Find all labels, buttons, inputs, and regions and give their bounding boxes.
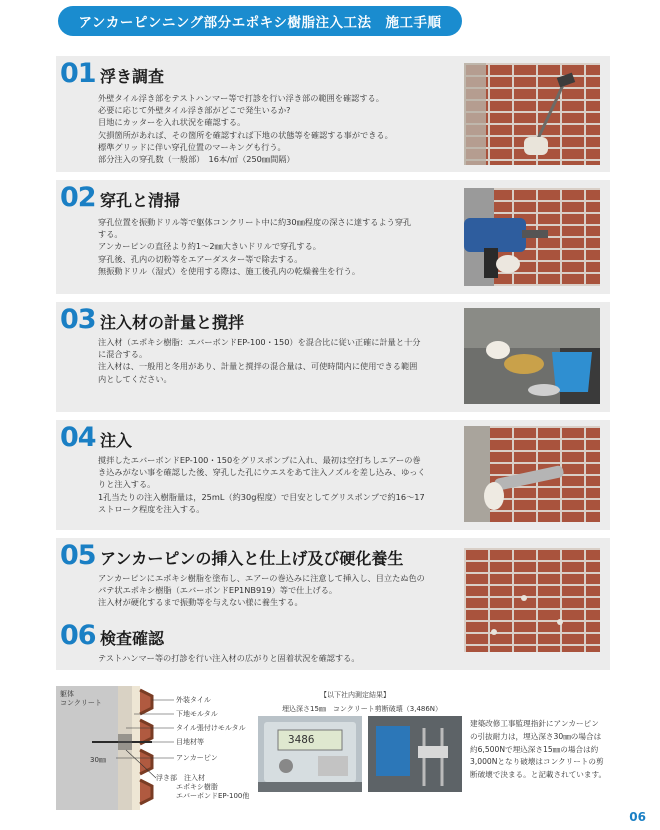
step-card-03 (56, 302, 610, 412)
step-description (98, 652, 462, 664)
test-rig-icon (368, 716, 462, 792)
step-number: 06 (60, 620, 96, 651)
step-text-line: 注入材が硬化するまで振動等を与えない様に養生する。 (98, 597, 303, 608)
hammer-icon (464, 63, 600, 165)
step-text-line: き込みがない事を確認した後、穿孔した孔にウエスをあて注入ノズルを差し込み、ゆっく (98, 467, 426, 478)
label-tile: 外装タイル (176, 696, 211, 704)
grease-pump-icon (464, 426, 600, 522)
label-anchor-pin: アンカーピン (176, 754, 218, 762)
step-card-05-06 (56, 538, 610, 670)
step-title: アンカーピンの挿入と仕上げ及び硬化養生 (100, 549, 404, 568)
step-text-line: 部分注入の穿孔数（一般部） 16本/㎡（250㎜間隔） (98, 154, 295, 165)
step-text-line: 1孔当たりの注入樹脂量は，25mL（約30g程度）で目安としてグリスポンプで約16～17 (98, 491, 425, 502)
note-line: 3,000Nとなり破壊はコンクリートの剪 (470, 757, 604, 767)
step-card-04 (56, 420, 610, 530)
label-dimension: 30㎜ (90, 756, 106, 764)
pull-tester-icon (258, 716, 362, 792)
step-text-line: パテ状エポキシ樹脂（エバーボンドEP1NB919）等で仕上げる。 (98, 585, 338, 596)
step-text-line: 無振動ドリル（湿式）を使用する際は、施工後孔内の乾燥養生を行う。 (98, 265, 361, 276)
step-text-line: 欠損箇所があれば、その箇所を確認すれば下地の状態等を確認する事ができる。 (98, 129, 393, 140)
step-text-line: 穿孔後、孔内の切粉等をエアーダスター等で除去する。 (98, 253, 303, 264)
drill-icon (464, 188, 600, 286)
step-description (98, 92, 462, 165)
step-description (98, 572, 462, 609)
step-description (98, 336, 462, 385)
step-photo-drilling (464, 188, 600, 286)
step-text-line: りと注入する。 (98, 479, 156, 490)
test-photo-setup (368, 716, 462, 792)
step-title: 注入 (100, 431, 133, 450)
step-title: 検査確認 (100, 629, 165, 648)
label-joint: 目地材等 (176, 738, 204, 746)
step-photo-finish (464, 548, 600, 652)
step-description (98, 216, 462, 277)
step-text-line: 標準グリッドに伴い穿孔位置のマーキングも行う。 (98, 141, 286, 152)
label-injection: 浮き部 注入材 エポキシ樹脂 エバーボンドEP-100他 (156, 774, 250, 800)
step-photo-injection (464, 426, 600, 522)
meter-reading: 3486 (288, 733, 315, 746)
step-number: 01 (60, 58, 96, 89)
step-text-line: 外壁タイル浮き部をテストハンマー等で打診を行い浮き部の範囲を確認する。 (98, 93, 384, 103)
step-description (98, 454, 462, 515)
step-text-line: 必要に応じて外壁タイル浮き部がどこで発生いるか? (98, 105, 291, 116)
step-number: 04 (60, 422, 96, 453)
label-tile-mortar: タイル張付けモルタル (176, 724, 246, 732)
label-mortar: 下地モルタル (176, 710, 218, 718)
step-text-line: アンカーピンの直径より約1～2㎜大きいドリルで穿孔する。 (98, 241, 321, 252)
note-line: 約6,500Nで埋込深さ15㎜の場合は約 (470, 744, 599, 754)
step-photo-mixing (464, 308, 600, 404)
test-header: 【以下社内測定結果】 (320, 691, 390, 699)
step-number: 05 (60, 540, 96, 571)
note-line: 断破壊で決まる。と記載されています。 (470, 770, 607, 780)
step-text-line: 撹拌したエバーボンドEP-100・150をグリスポンプに入れ、最初は空打ちしエアーの巻 (98, 455, 421, 465)
mixing-bucket-icon (464, 308, 600, 404)
step-title: 浮き調査 (100, 67, 165, 86)
page-title: アンカーピンニング部分エポキシ樹脂注入工法 施工手順 (58, 6, 462, 36)
step-text-line: 内としてください。 (98, 373, 172, 384)
step-number: 02 (60, 182, 96, 213)
cross-section-diagram (56, 686, 266, 810)
step-card-02 (56, 180, 610, 294)
step-text-line: 穿孔位置を振動ドリル等で躯体コンクリート中に約30㎜程度の深さに達するよう穿孔 (98, 217, 412, 227)
step-text-line: 注入材は、一般用と冬用があり、計量と撹拌の混合量は、可使時間内に使用できる範囲 (98, 361, 418, 372)
step-text-line: テストハンマー等の打診を行い注入材の広がりと固着状況を確認する。 (98, 653, 360, 663)
step-text-line: する。 (98, 229, 123, 240)
note-line: の引抜耐力は，埋込深さ30㎜の場合は (470, 731, 602, 741)
step-photo-survey (464, 63, 600, 165)
step-card-01 (56, 56, 610, 172)
step-text-line: 目地にカッターを入れ状況を確認する。 (98, 117, 246, 128)
page-number: 06 (629, 810, 646, 824)
note-text (470, 718, 620, 782)
note-line: 建築改修工事監理指針にアンカーピン (470, 719, 599, 728)
step-text-line: アンカーピンにエポキシ樹脂を塗布し、エアーの巻込みに注意して挿入し、目立たぬ色の (98, 573, 425, 583)
step-text-line: 注入材（エポキシ樹脂：エバーボンドEP-100・150）を混合比に従い正確に計量と十分 (98, 337, 421, 347)
step-title: 注入材の計量と撹拌 (100, 313, 245, 332)
anchor-pin-icon (464, 548, 600, 652)
step-title: 穿孔と清掃 (100, 191, 181, 210)
step-number: 03 (60, 304, 96, 335)
test-caption: 埋込深さ15㎜ コンクリート剪断破壊（3,486N） (282, 705, 443, 713)
test-photo-meter (258, 716, 362, 792)
step-text-line: ストローク程度を注入する。 (98, 503, 205, 514)
label-concrete: 躯体 コンクリート (60, 690, 102, 707)
step-text-line: に混合する。 (98, 349, 148, 360)
